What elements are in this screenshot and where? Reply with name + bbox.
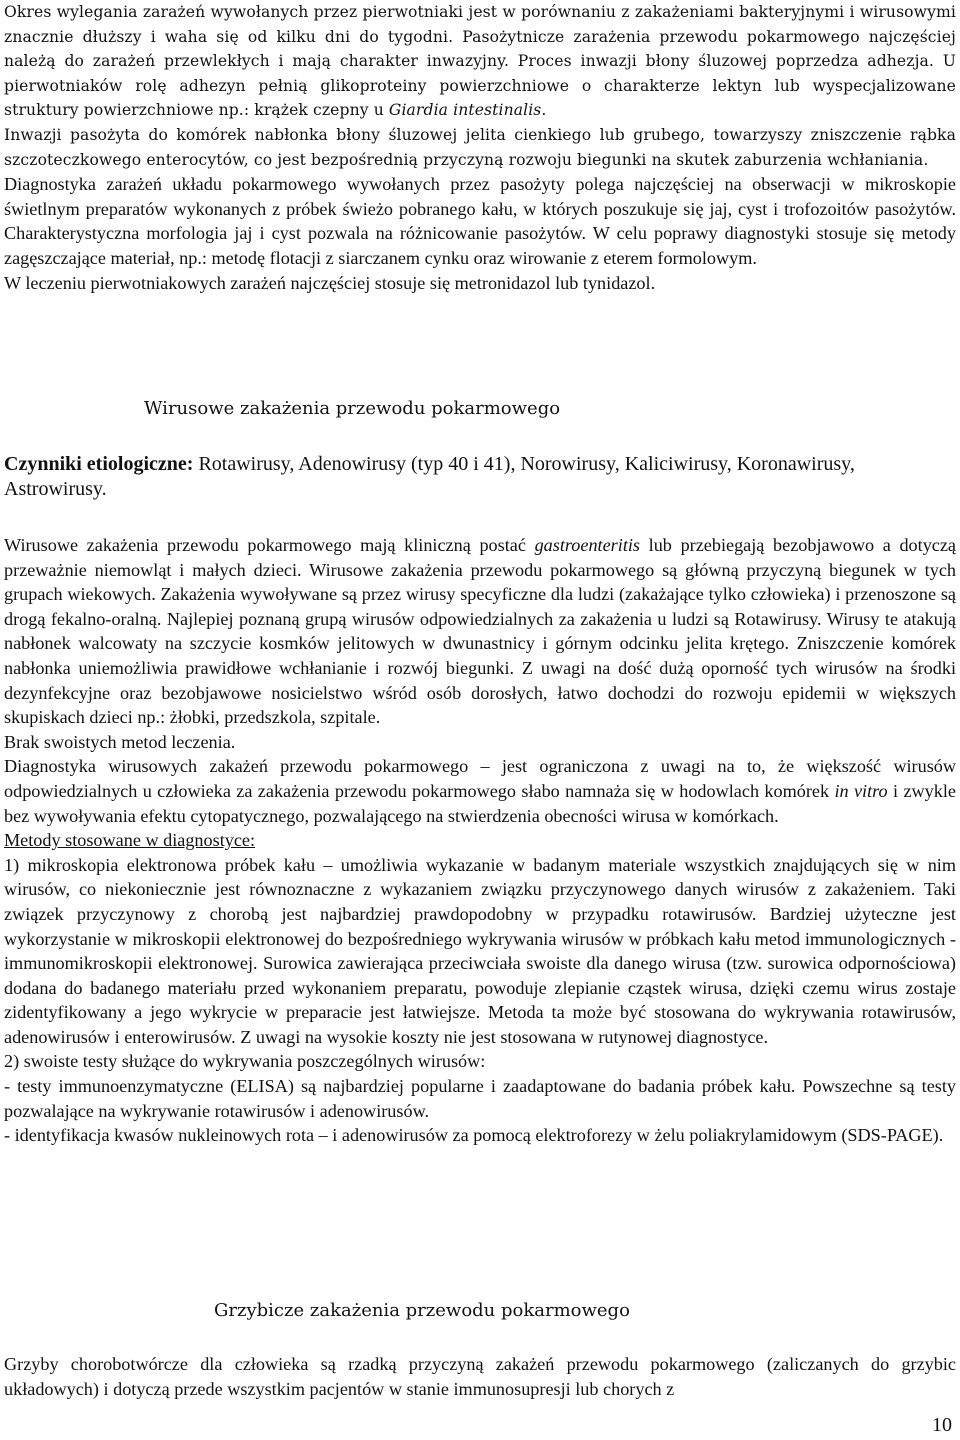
italic-term: in vitro — [834, 780, 888, 801]
paragraph — [4, 0, 956, 123]
punctuation: . — [541, 101, 547, 120]
methods-label — [4, 828, 956, 853]
section-heading-viral: Wirusowe zakażenia przewodu pokarmowego — [144, 398, 561, 419]
methods-label-text: Metody stosowane w diagnostyce: — [4, 830, 256, 851]
page-number: 10 — [932, 1414, 952, 1436]
paragraph-text: lub przebiegają bezobjawowo a dotyczą przeważnie niemowląt i małych dzieci. Wirusowe zakażenia przewodu pokarmowego są główną przyczyną biegunek w tych grupach wiekowych. Zakażenia wywoływane są przez wirusy specyficzne dla ludzi (zakażające tylko człowieka) i przenoszone są drogą fekalno-oralną. Najlepiej poznaną grupą wirusów odpowiedzialnych za zakażenia u ludzi są Rotawirusy. Wirusy te atakują nabłonek walcowaty na szczycie kosmków jelitowych w dwunastnicy i górnym odcinku jelita krętego. Zniszczenie komórek nabłonka uniemożliwia prawidłowe wchłanianie i rozwój biegunki. Z uwagi na dość dużą oporność tych wirusów na środki dezynfekcyjne oraz bezobjawowe nosicielstwo wśród osób dorosłych, łatwo dochodzi do rozwoju epidemii w większych skupiskach dzieci np.: żłobki, przedszkola, szpitale. — [4, 535, 956, 728]
protozoa-section — [4, 0, 956, 295]
method-subitem: - testy immunoenzymatyczne (ELISA) są najbardziej popularne i zaadaptowane do badania próbek kału. Powszechne są testy pozwalające na wykrywanie rotawirusów i adenowirusów. — [4, 1076, 956, 1121]
paragraph-text: Diagnostyka wirusowych zakażeń przewodu pokarmowego – jest ograniczona z uwagi na to, że większość wirusów odpowiedzialnych u człowieka za zakażenia przewodu pokarmowego słabo namnaża się w hodowlach komórek — [4, 756, 956, 801]
italic-term: gastroenteritis — [534, 535, 640, 555]
paragraph-text: U pierwotniaków rolę adhezyn pełnią glikoproteiny powierzchniowe o charakterze lektyn lub wyspecjalizowane struktury powierzchniowe np.: krążek czepny u — [4, 52, 957, 120]
paragraph: Grzyby chorobotwórcze dla człowieka są rzadką przyczyną zakażeń przewodu pokarmowego (zaliczanych do grzybic układowych) i dotyczą przede wszystkim pacjentów w stanie immunosupresji lub chorych z — [4, 1354, 956, 1399]
paragraph: Inwazji pasożyta do komórek nabłonka błony śluzowej jelita cienkiego lub grubego, towarzyszy zniszczenie rąbka szczoteczkowego enterocytów, co jest bezpośrednią przyczyną rozwoju biegunki na skutek zaburzenia wchłaniania. — [4, 125, 956, 169]
method-item: 1) mikroskopia elektronowa próbek kału – umożliwia wykazanie w badanym materiale wszystkich znajdujących się w nim wirusów, co niekoniecznie jest równoznaczne z wykazaniem związku przyczynowego danych wirusów z zakażeniem. Taki związek przyczynowy z chorobą jest najbardziej prawdopodobny w przypadku rotawirusów. Bardziej użyteczne jest wykorzystanie w mikroskopii elektronowej do bezpośredniego wykrywania wirusów w próbkach kału metod immunologicznych - immunomikroskopii elektronowej. Surowica zawierająca przeciwciała swoiste dla danego wirusa (tzw. surowica odpornościowa) dodana do badanego materiału przed wykonaniem preparatu, powoduje zlepianie cząstek wirusa, dzięki czemu wirus zostaje zidentyfikowany a jego wykrycie w preparacie jest łatwiejsze. Metoda ta może być stosowana do wykrywania rotawirusów, adenowirusów i enterowirusów. Z uwagi na wysokie koszty nie jest stosowana w rutynowej diagnostyce. — [4, 854, 956, 1047]
paragraph: W leczeniu pierwotniakowych zarażeń najczęściej stosuje się metronidazol lub tynidazol. — [4, 272, 656, 293]
fungal-section — [4, 1352, 956, 1401]
paragraph: Diagnostyka zarażeń układu pokarmowego wywołanych przez pasożyty polega najczęściej na obserwacji w mikroskopie świetlnym preparatów wykonanych z próbek świeżo pobranego kału, w których poszukuje się jaj, cyst i trofozoitów pasożytów. Charakterystyczna morfologia jaj i cyst pozwala na różnicowanie pasożytów. W celu poprawy diagnostyki stosuje się metody zagęszczające materiał, np.: metodę flotacji z siarczanem cynku oraz wirowanie z eterem formolowym. — [4, 174, 956, 268]
etiology-label: Czynniki etiologiczne: — [4, 453, 194, 475]
viral-section — [4, 533, 956, 1148]
method-subitem: - identyfikacja kwasów nukleinowych rota – i adenowirusów za pomocą elektroforezy w żelu poliakrylamidowym (SDS-PAGE). — [4, 1125, 944, 1146]
paragraph: Brak swoistych metod leczenia. — [4, 731, 236, 752]
paragraph — [4, 533, 956, 730]
paragraph-text: Okres wylegania zarażeń wywołanych przez pierwotniaki jest w porównaniu z zakażeniami bakteryjnymi i wirusowymi znacznie dłuższy i waha się od kilku dni do tygodni. Pasożytnicze zarażenia przewodu pokarmowego najczęściej należą do zarażeń przewlekłych i mają charakter inwazyjny. Proces inwazji błony śluzowej poprzedza adhezja. — [4, 3, 956, 71]
etiology-line — [4, 452, 956, 502]
paragraph-text: i zwykle bez wywoływania efektu cytopatycznego, pozwalającego na stwierdzenia obecności wirusa w komórkach. — [4, 780, 956, 826]
method-item: 2) swoiste testy służące do wykrywania poszczególnych wirusów: — [4, 1051, 486, 1072]
paragraph — [4, 754, 956, 828]
species-name: Giardia intestinalis — [388, 101, 542, 120]
paragraph-text: Wirusowe zakażenia przewodu pokarmowego mają kliniczną postać — [4, 535, 535, 555]
etiology-text: Rotawirusy, Adenowirusy (typ 40 i 41), Norowirusy, Kaliciwirusy, Koronawirusy, Astrowirusy. — [4, 453, 855, 500]
section-heading-fungal: Grzybicze zakażenia przewodu pokarmowego — [214, 1300, 630, 1321]
